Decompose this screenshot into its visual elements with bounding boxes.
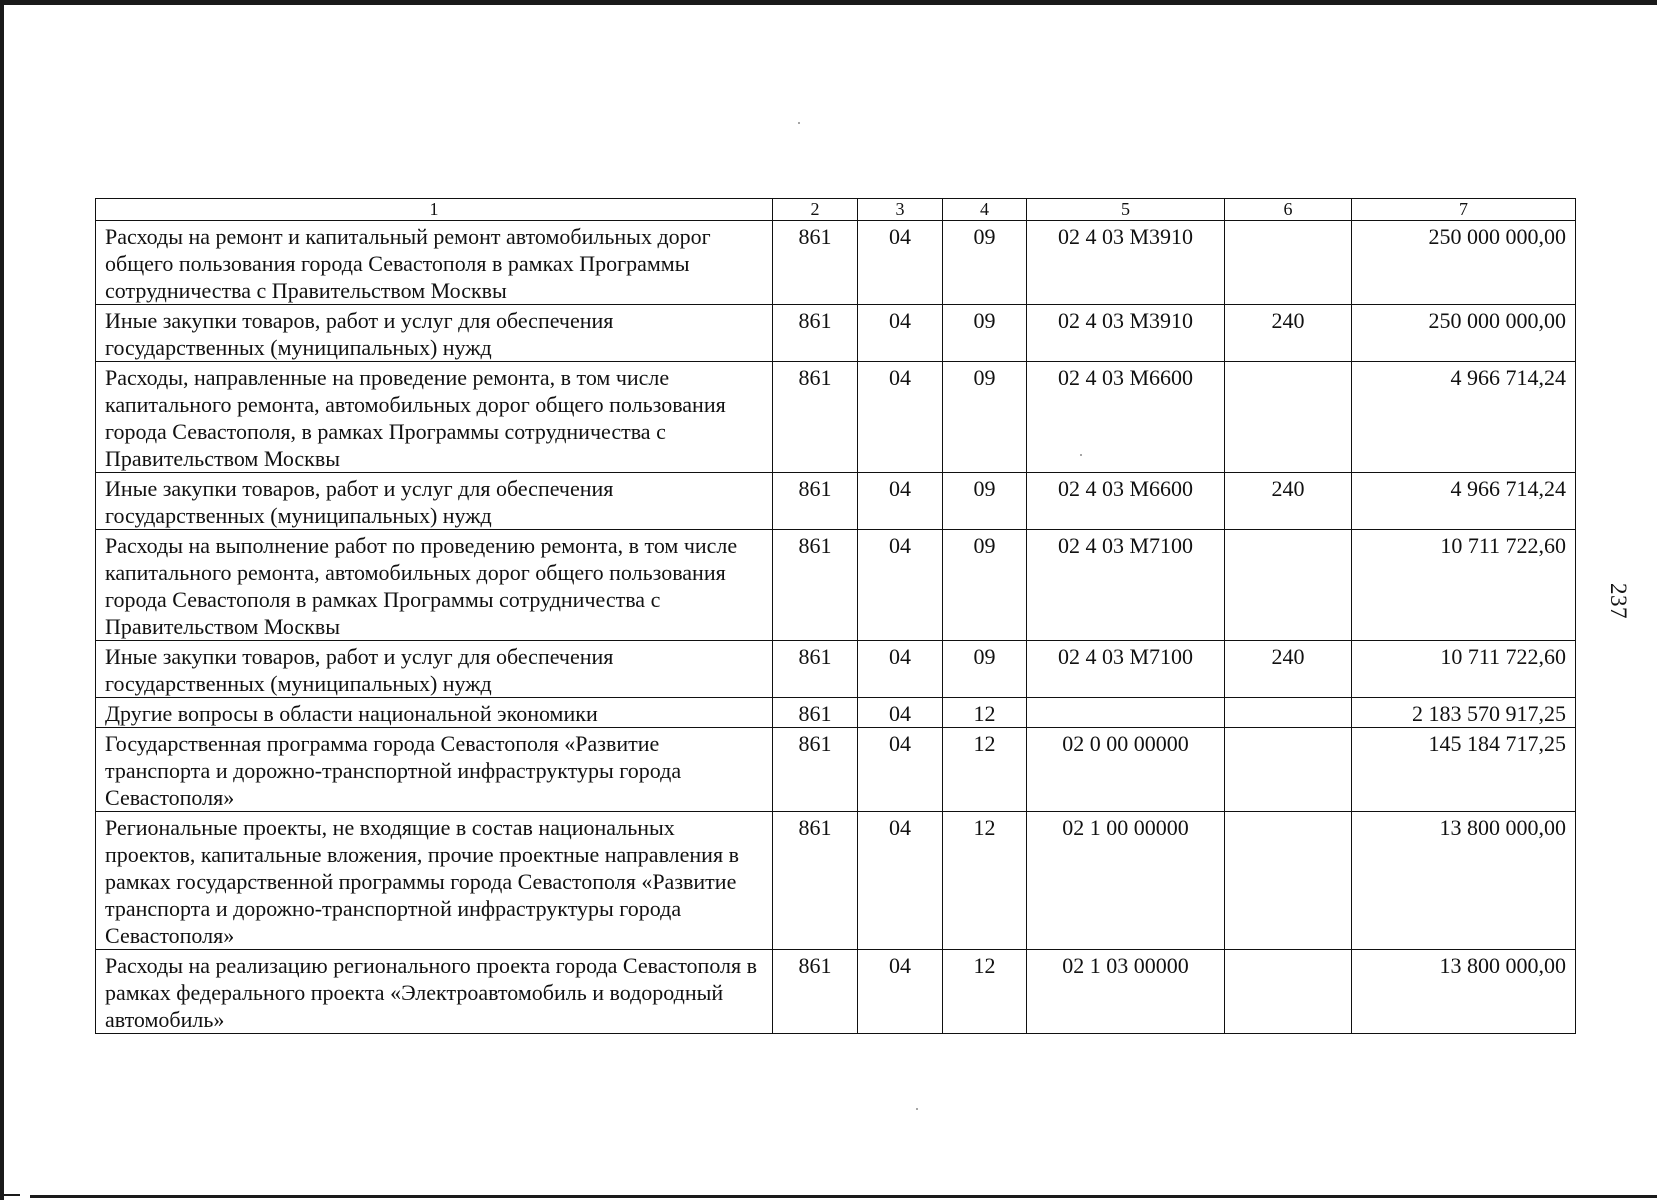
table-row	[96, 473, 1576, 530]
subsection-code: 09	[943, 221, 1027, 305]
expense-type-code	[1225, 698, 1352, 728]
subsection-code: 12	[943, 698, 1027, 728]
amount: 250 000 000,00	[1352, 305, 1576, 362]
subsection-code: 09	[943, 362, 1027, 473]
subsection-code: 12	[943, 728, 1027, 812]
expense-type-code	[1225, 950, 1352, 1034]
department-code: 861	[773, 950, 858, 1034]
table-row	[96, 641, 1576, 698]
section-code: 04	[858, 221, 943, 305]
department-code: 861	[773, 530, 858, 641]
column-header: 3	[858, 199, 943, 221]
expense-name: Расходы, направленные на проведение ремонта, в том числе капитального ремонта, автомобильных дорог общего пользования города Севастополя, в рамках Программы сотрудничества с Правительством Москвы	[96, 362, 773, 473]
column-header: 4	[943, 199, 1027, 221]
amount: 10 711 722,60	[1352, 530, 1576, 641]
department-code: 861	[773, 473, 858, 530]
expense-name: Расходы на реализацию регионального проекта города Севастополя в рамках федерального проекта «Электроавтомобиль и водородный автомобиль»	[96, 950, 773, 1034]
amount: 13 800 000,00	[1352, 950, 1576, 1034]
target-article-code: 02 4 03 М3910	[1027, 305, 1225, 362]
section-code: 04	[858, 812, 943, 950]
section-code: 04	[858, 698, 943, 728]
expense-name: Иные закупки товаров, работ и услуг для обеспечения государственных (муниципальных) нужд	[96, 305, 773, 362]
page-number: 237	[1606, 583, 1631, 619]
table-row	[96, 698, 1576, 728]
expense-type-code	[1225, 812, 1352, 950]
expense-name: Иные закупки товаров, работ и услуг для обеспечения государственных (муниципальных) нужд	[96, 641, 773, 698]
table-row	[96, 728, 1576, 812]
expense-name: Другие вопросы в области национальной экономики	[96, 698, 773, 728]
subsection-code: 12	[943, 950, 1027, 1034]
target-article-code: 02 4 03 М7100	[1027, 530, 1225, 641]
amount: 10 711 722,60	[1352, 641, 1576, 698]
section-code: 04	[858, 641, 943, 698]
expense-name: Расходы на выполнение работ по проведению ремонта, в том числе капитального ремонта, автомобильных дорог общего пользования города Севастополя в рамках Программы сотрудничества с Правительством Москвы	[96, 530, 773, 641]
expense-name: Расходы на ремонт и капитальный ремонт автомобильных дорог общего пользования города Севастополя в рамках Программы сотрудничества с Правительством Москвы	[96, 221, 773, 305]
expense-name: Иные закупки товаров, работ и услуг для обеспечения государственных (муниципальных) нужд	[96, 473, 773, 530]
subsection-code: 09	[943, 641, 1027, 698]
department-code: 861	[773, 641, 858, 698]
column-header: 2	[773, 199, 858, 221]
target-article-code: 02 4 03 М6600	[1027, 362, 1225, 473]
amount: 13 800 000,00	[1352, 812, 1576, 950]
expense-type-code: 240	[1225, 641, 1352, 698]
column-header: 5	[1027, 199, 1225, 221]
subsection-code: 09	[943, 305, 1027, 362]
target-article-code: 02 0 00 00000	[1027, 728, 1225, 812]
table-row	[96, 812, 1576, 950]
subsection-code: 12	[943, 812, 1027, 950]
header-row	[96, 199, 1576, 221]
table-row	[96, 362, 1576, 473]
table-row	[96, 530, 1576, 641]
section-code: 04	[858, 362, 943, 473]
column-header: 7	[1352, 199, 1576, 221]
column-header: 1	[96, 199, 773, 221]
department-code: 861	[773, 812, 858, 950]
expense-type-code	[1225, 728, 1352, 812]
expense-name: Региональные проекты, не входящие в состав национальных проектов, капитальные вложения, прочие проектные направления в рамках государственной программы города Севастополя «Развитие транспорта и дорожно-транспортной инфраструктуры города Севастополя»	[96, 812, 773, 950]
section-code: 04	[858, 530, 943, 641]
expense-type-code: 240	[1225, 473, 1352, 530]
department-code: 861	[773, 698, 858, 728]
department-code: 861	[773, 305, 858, 362]
department-code: 861	[773, 221, 858, 305]
expense-name: Государственная программа города Севастополя «Развитие транспорта и дорожно-транспортной инфраструктуры города Севастополя»	[96, 728, 773, 812]
expense-type-code	[1225, 530, 1352, 641]
expense-type-code	[1225, 221, 1352, 305]
scan-speck	[916, 1108, 918, 1110]
section-code: 04	[858, 473, 943, 530]
expense-type-code	[1225, 362, 1352, 473]
scan-border-left	[0, 0, 4, 1200]
scan-speck	[798, 122, 800, 124]
amount: 250 000 000,00	[1352, 221, 1576, 305]
department-code: 861	[773, 728, 858, 812]
section-code: 04	[858, 305, 943, 362]
column-header: 6	[1225, 199, 1352, 221]
amount: 2 183 570 917,25	[1352, 698, 1576, 728]
subsection-code: 09	[943, 530, 1027, 641]
table-row	[96, 221, 1576, 305]
subsection-code: 09	[943, 473, 1027, 530]
table-row	[96, 950, 1576, 1034]
table-row	[96, 305, 1576, 362]
target-article-code	[1027, 698, 1225, 728]
section-code: 04	[858, 950, 943, 1034]
target-article-code: 02 1 03 00000	[1027, 950, 1225, 1034]
target-article-code: 02 4 03 М3910	[1027, 221, 1225, 305]
expense-type-code: 240	[1225, 305, 1352, 362]
amount: 4 966 714,24	[1352, 473, 1576, 530]
scan-border-bottom-left	[0, 1194, 20, 1196]
target-article-code: 02 4 03 М6600	[1027, 473, 1225, 530]
section-code: 04	[858, 728, 943, 812]
amount: 4 966 714,24	[1352, 362, 1576, 473]
scan-border-top	[0, 0, 1657, 5]
budget-table	[95, 198, 1576, 1034]
target-article-code: 02 4 03 М7100	[1027, 641, 1225, 698]
scan-border-bottom	[30, 1195, 1657, 1198]
department-code: 861	[773, 362, 858, 473]
target-article-code: 02 1 00 00000	[1027, 812, 1225, 950]
amount: 145 184 717,25	[1352, 728, 1576, 812]
